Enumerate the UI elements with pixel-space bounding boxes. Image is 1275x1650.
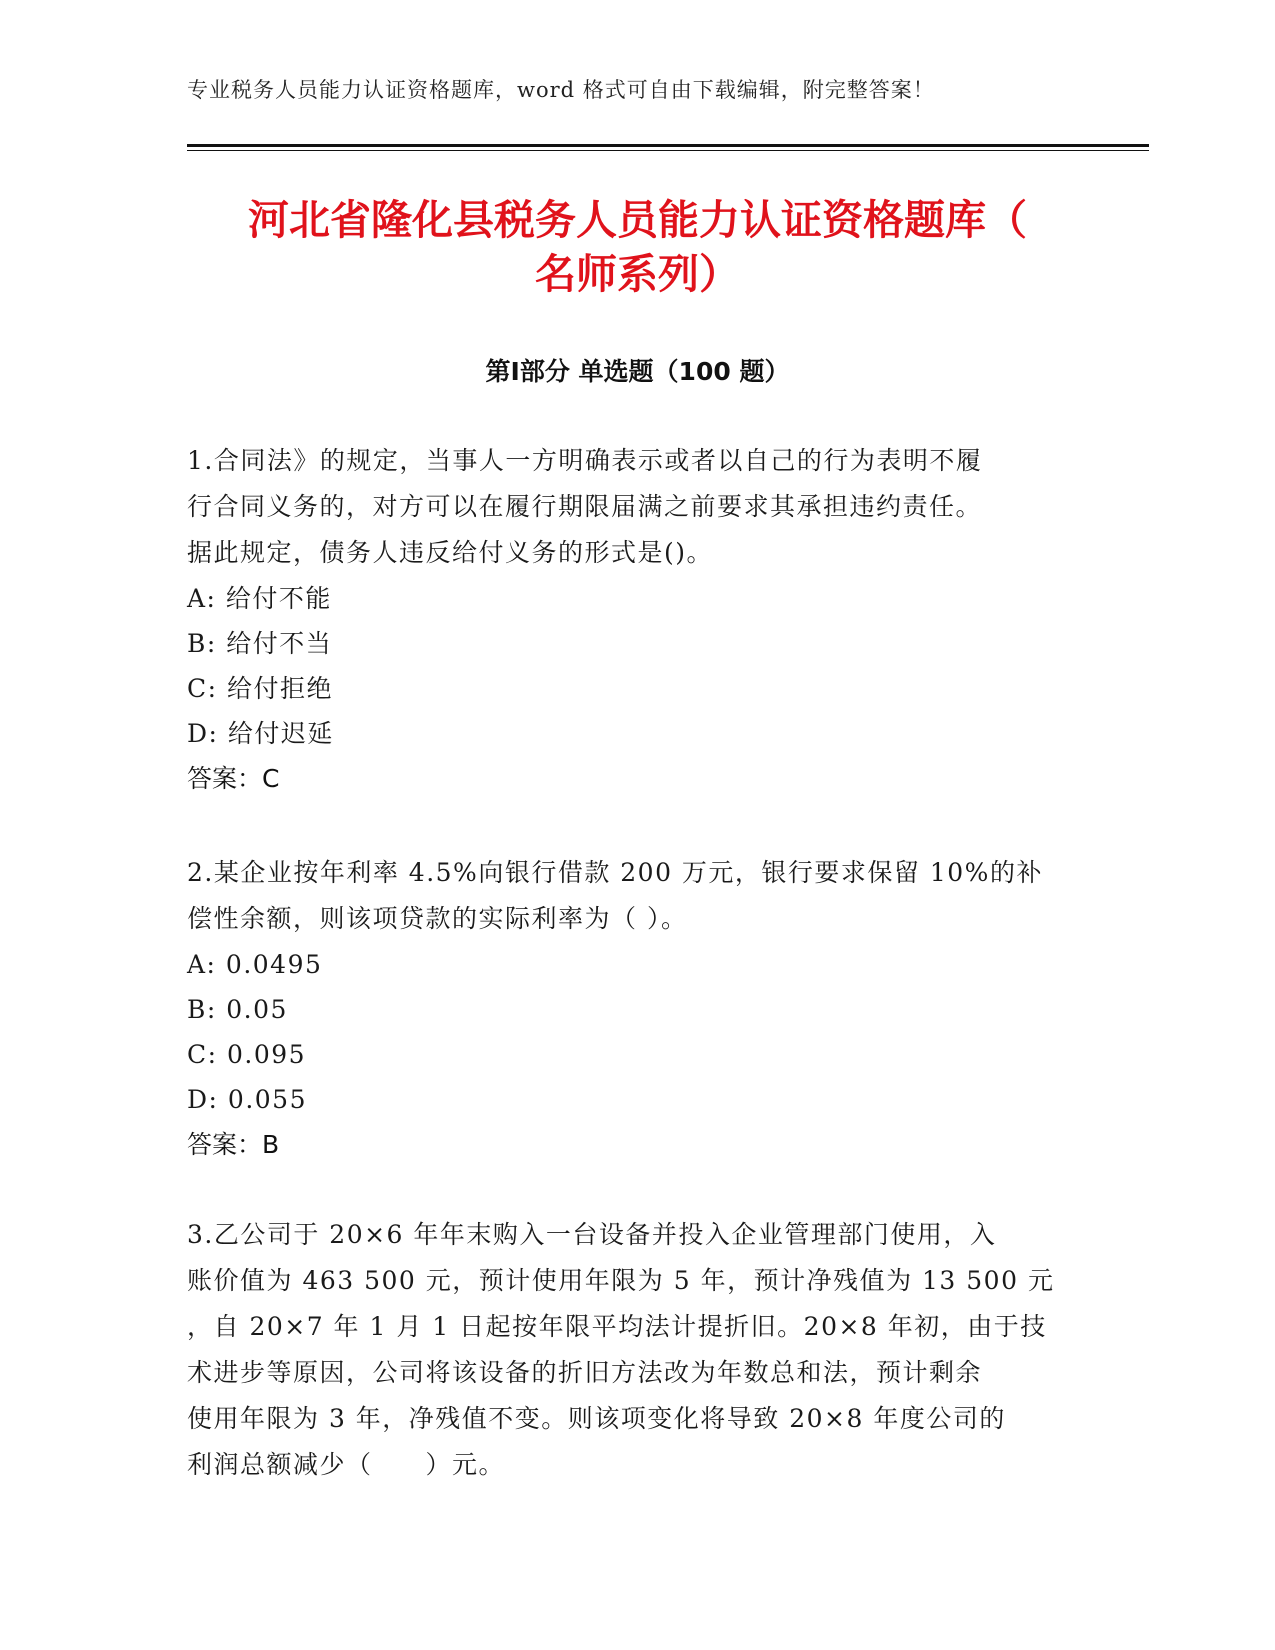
question-2 bbox=[187, 850, 1087, 1167]
stem-line: 行合同义务的，对方可以在履行期限届满之前要求其承担违约责任。 bbox=[187, 492, 983, 521]
header-rule-thick bbox=[187, 144, 1149, 147]
stem-line: ，自 20×7 年 1 月 1 日起按年限平均法计提折旧。20×8 年初，由于技 bbox=[187, 1312, 1047, 1341]
stem-line: 偿性余额，则该项贷款的实际利率为（ ）。 bbox=[187, 904, 688, 933]
document-title bbox=[150, 193, 1125, 301]
option-a: A: 给付不能 bbox=[187, 584, 332, 613]
stem-line: 使用年限为 3 年，净残值不变。则该项变化将导致 20×8 年度公司的 bbox=[187, 1404, 1006, 1433]
question-stem bbox=[187, 438, 1087, 576]
question-1 bbox=[187, 438, 1087, 801]
option-c: C: 给付拒绝 bbox=[187, 674, 333, 703]
stem-line: 账价值为 463 500 元，预计使用年限为 5 年，预计净残值为 13 500 元 bbox=[187, 1266, 1055, 1295]
stem-line: 2.某企业按年利率 4.5%向银行借款 200 万元，银行要求保留 10%的补 bbox=[187, 858, 1043, 887]
stem-line: 利润总额减少（ ）元。 bbox=[187, 1450, 506, 1479]
question-stem bbox=[187, 850, 1087, 942]
option-c: C: 0.095 bbox=[187, 1040, 307, 1069]
option-d: D: 0.055 bbox=[187, 1085, 307, 1114]
document-title-line-2: 名师系列） bbox=[535, 250, 740, 298]
question-stem bbox=[187, 1212, 1087, 1488]
option-b: B: 给付不当 bbox=[187, 629, 333, 658]
answer: 答案：B bbox=[187, 1130, 280, 1159]
header-rule-thin bbox=[187, 150, 1149, 151]
question-3 bbox=[187, 1212, 1087, 1488]
option-d: D: 给付迟延 bbox=[187, 719, 334, 748]
answer: 答案：C bbox=[187, 764, 280, 793]
header-note: 专业税务人员能力认证资格题库，word 格式可自由下载编辑，附完整答案！ bbox=[187, 78, 935, 102]
option-a: A: 0.0495 bbox=[187, 950, 323, 979]
stem-line: 1.合同法》的规定，当事人一方明确表示或者以自己的行为表明不履 bbox=[187, 446, 983, 475]
section-title: 第Ⅰ部分 单选题（100 题） bbox=[485, 357, 790, 386]
option-b: B: 0.05 bbox=[187, 995, 288, 1024]
stem-line: 据此规定，债务人违反给付义务的形式是()。 bbox=[187, 538, 714, 567]
stem-line: 术进步等原因，公司将该设备的折旧方法改为年数总和法，预计剩余 bbox=[187, 1358, 983, 1387]
stem-line: 3.乙公司于 20×6 年年末购入一台设备并投入企业管理部门使用，入 bbox=[187, 1220, 997, 1249]
document-title-line-1: 河北省隆化县税务人员能力认证资格题库（ bbox=[248, 196, 1027, 244]
